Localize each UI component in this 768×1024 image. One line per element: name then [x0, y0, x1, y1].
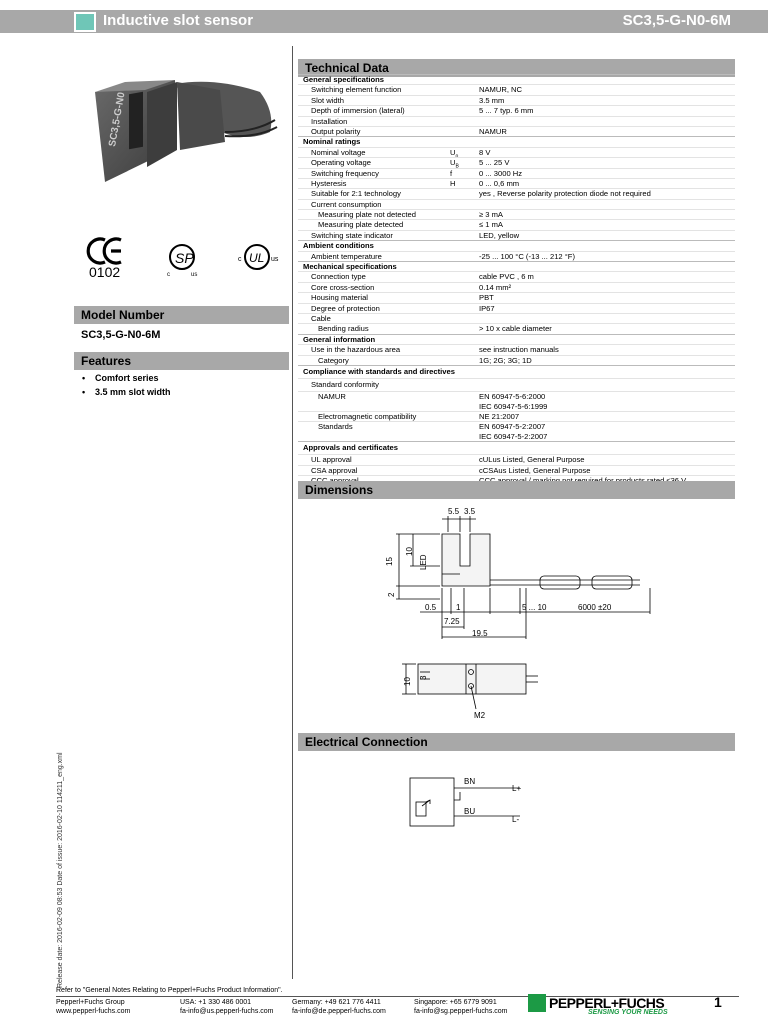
footer-germany [292, 998, 386, 1016]
model-title: SC3,5-G-N0-6M [622, 12, 731, 29]
spec-label: Output polarity [311, 126, 361, 136]
technical-data-table [298, 74, 735, 486]
terminal-lminus: L- [512, 815, 520, 824]
spec-value: IEC 60947-5-6:1999 [479, 401, 548, 411]
header-logo-box [74, 12, 96, 32]
page-number: 1 [714, 994, 722, 1010]
technical-data-heading: Technical Data [298, 59, 735, 77]
spec-symbol: H [450, 178, 456, 188]
spec-value: 8 V [479, 147, 491, 157]
svg-text:us: us [191, 272, 198, 278]
spec-row [298, 95, 735, 105]
spec-value: NE 21:2007 [479, 411, 520, 421]
spec-row [298, 378, 735, 391]
spec-value: 5 ... 7 typ. 6 mm [479, 106, 534, 116]
spec-value: EN 60947-5-6:2000 [479, 391, 546, 401]
spec-label: Slot width [311, 95, 344, 105]
spec-row [298, 271, 735, 281]
dim-5-10: 5 ... 10 [522, 603, 547, 612]
spec-label: Use in the hazardous area [311, 345, 401, 355]
photo-label: SC3,5-G-N0 [107, 91, 128, 148]
column-divider [292, 46, 293, 979]
footer-note: Refer to "General Notes Relating to Pepperl+Fuchs Product Information". [56, 987, 283, 994]
spec-symbol: f [450, 168, 453, 178]
document-title: Inductive slot sensor [103, 12, 254, 29]
spec-row [298, 84, 735, 94]
pf-brand-name: PEPPERL+FUCHS [549, 995, 665, 1011]
dim-m2: M2 [474, 711, 486, 720]
spec-label: Nominal voltage [311, 147, 366, 157]
spec-value: cULus Listed, General Purpose [479, 455, 585, 465]
spec-row [298, 251, 735, 261]
footer-sg-phone: Singapore: +65 6779 9091 [414, 999, 497, 1006]
footer-sg-mail[interactable]: fa-info@sg.pepperl-fuchs.com [414, 1008, 508, 1015]
footer-group [56, 998, 130, 1016]
spec-label: Measuring plate not detected [318, 210, 416, 220]
dim-2: 2 [387, 592, 396, 597]
features-list [82, 373, 171, 401]
svg-text:c: c [167, 272, 170, 278]
footer-usa-phone: USA: +1 330 486 0001 [180, 999, 252, 1006]
spec-row [298, 209, 735, 219]
spec-row [298, 126, 735, 136]
spec-row [298, 454, 735, 464]
spec-label: Suitable for 2:1 technology [311, 189, 401, 199]
dim-15: 15 [385, 557, 394, 566]
spec-label: Electromagnetic compatibility [318, 411, 417, 421]
pf-brand-icon [528, 994, 546, 1012]
spec-group-heading: Approvals and certificates [298, 441, 735, 454]
spec-label: Standards [318, 422, 353, 432]
spec-group-heading: Nominal ratings [298, 136, 735, 146]
spec-group-heading: Mechanical specifications [298, 261, 735, 271]
spec-value: yes , Reverse polarity protection diode not required [479, 189, 651, 199]
spec-value: ≤ 1 mA [479, 220, 504, 230]
terminal-lplus: L+ [512, 784, 522, 793]
spec-row [298, 313, 735, 323]
spec-value: NAMUR, NC [479, 85, 523, 95]
footer-usa [180, 998, 273, 1016]
release-info: Release date: 2016-02-09 08:53 Date of issue: 2016-02-10 114211_eng.xml [57, 752, 64, 988]
feature-item: • 3.5 mm slot width [82, 387, 171, 401]
spec-value: cable PVC , 6 m [479, 272, 534, 282]
product-photo [85, 72, 285, 202]
dim-10-top: 10 [403, 677, 412, 686]
spec-value: -25 ... 100 °C (-13 ... 212 °F) [479, 251, 575, 261]
spec-row [298, 230, 735, 240]
dimensions-heading: Dimensions [298, 481, 735, 499]
spec-group-heading: Ambient conditions [298, 240, 735, 250]
spec-row [298, 105, 735, 115]
svg-text:UL: UL [249, 251, 265, 265]
wiring-diagram [400, 772, 540, 832]
spec-label: Connection type [311, 272, 366, 282]
spec-label: CSA approval [311, 465, 358, 475]
spec-row [298, 188, 735, 198]
spec-value: EN 60947-5-2:2007 [479, 422, 546, 432]
spec-row [298, 168, 735, 178]
model-number-value: SC3,5-G-N0-6M [81, 329, 161, 341]
model-number-heading: Model Number [74, 306, 289, 324]
ul-mark-icon [238, 245, 279, 269]
spec-value: 5 ... 25 V [479, 158, 510, 168]
spec-label: Standard conformity [311, 379, 379, 389]
dim-19-5: 19.5 [472, 629, 488, 638]
spec-label: Depth of immersion (lateral) [311, 106, 405, 116]
spec-row [298, 303, 735, 313]
spec-row [298, 116, 735, 126]
spec-row [298, 355, 735, 365]
spec-label: Measuring plate detected [318, 220, 404, 230]
spec-label: Housing material [311, 293, 368, 303]
spec-label: Operating voltage [311, 158, 371, 168]
spec-label: Ambient temperature [311, 251, 382, 261]
dim-3-5: 3.5 [464, 507, 476, 516]
spec-value: LED, yellow [479, 230, 520, 240]
spec-value: 0 ... 0,6 mm [479, 178, 520, 188]
spec-row [298, 411, 735, 421]
spec-label: NAMUR [318, 391, 346, 401]
dim-1: 1 [456, 603, 461, 612]
spec-row [298, 157, 735, 170]
feature-item: • Comfort series [82, 373, 171, 387]
spec-row [298, 323, 735, 333]
spec-label: Bending radius [318, 324, 369, 334]
pepperl-fuchs-logo [528, 994, 688, 1018]
ce-mark-icon [88, 239, 121, 263]
spec-value: ≥ 3 mA [479, 210, 504, 220]
wire-bu: BU [464, 807, 476, 816]
dim-5-5: 5.5 [448, 507, 460, 516]
spec-group-heading: General specifications [298, 74, 735, 84]
spec-row [298, 178, 735, 188]
spec-row [298, 282, 735, 292]
svg-text:c: c [238, 256, 242, 263]
header [0, 0, 768, 46]
csa-mark-icon [167, 245, 197, 278]
spec-label: Degree of protection [311, 303, 380, 313]
spec-label: Core cross-section [311, 282, 375, 292]
spec-label: Category [318, 355, 349, 365]
footer-website[interactable]: www.pepperl-fuchs.com [56, 1008, 131, 1015]
dim-6000: 6000 ±20 [578, 603, 612, 612]
spec-value: IP67 [479, 303, 495, 313]
spec-value: see instruction manuals [479, 345, 559, 355]
footer-usa-mail[interactable]: fa-info@us.pepperl-fuchs.com [180, 1008, 274, 1015]
spec-row [298, 219, 735, 229]
spec-value: 3.5 mm [479, 95, 505, 105]
spec-value: PBT [479, 293, 494, 303]
dim-7-25: 7.25 [444, 617, 460, 626]
spec-row [298, 465, 735, 475]
wire-bn: BN [464, 777, 476, 786]
footer-de-phone: Germany: +49 621 776 4411 [292, 999, 381, 1006]
footer-de-mail[interactable]: fa-info@de.pepperl-fuchs.com [292, 1008, 386, 1015]
spec-label: Installation [311, 116, 348, 126]
spec-value: IEC 60947-5-2:2007 [479, 432, 548, 442]
spec-label: UL approval [311, 455, 352, 465]
ce-number: 0102 [89, 264, 121, 280]
spec-group-heading: Compliance with standards and directives [298, 365, 735, 378]
svg-text:us: us [271, 256, 279, 263]
spec-row [298, 421, 735, 441]
footer-singapore [414, 998, 507, 1016]
spec-value: 1G; 2G; 3G; 1D [479, 355, 532, 365]
dim-10: 10 [405, 547, 414, 556]
pf-slogan: SENSING YOUR NEEDS [588, 1009, 668, 1016]
spec-row [298, 344, 735, 354]
spec-group-heading: General information [298, 334, 735, 344]
spec-symbol: $U_o$ [450, 147, 459, 160]
features-heading: Features [74, 352, 289, 370]
spec-value: 0 ... 3000 Hz [479, 168, 523, 178]
spec-label: Switching frequency [311, 168, 379, 178]
spec-label: Current consumption [311, 199, 382, 209]
dim-0-5: 0.5 [425, 603, 437, 612]
footer-group-name: Pepperl+Fuchs Group [56, 999, 125, 1006]
spec-value: cCSAus Listed, General Purpose [479, 465, 591, 475]
electrical-connection-heading: Electrical Connection [298, 733, 735, 751]
spec-label: Hysteresis [311, 178, 347, 188]
spec-value: > 10 x cable diameter [479, 324, 552, 334]
spec-label: Cable [311, 313, 331, 323]
spec-value: 0.14 mm² [479, 282, 512, 292]
spec-symbol: $U_B$ [450, 158, 459, 170]
spec-label: Switching state indicator [311, 230, 393, 240]
spec-row [298, 391, 735, 411]
svg-text:SP: SP [175, 250, 194, 266]
spec-label: Switching element function [311, 85, 402, 95]
dimensions-drawing [380, 504, 660, 724]
spec-value: NAMUR [479, 126, 507, 136]
spec-row [298, 147, 735, 160]
dim-3: 3 [419, 675, 428, 680]
certification-marks [85, 232, 285, 282]
spec-row [298, 292, 735, 302]
spec-row [298, 199, 735, 209]
dim-led: LED [419, 554, 428, 570]
